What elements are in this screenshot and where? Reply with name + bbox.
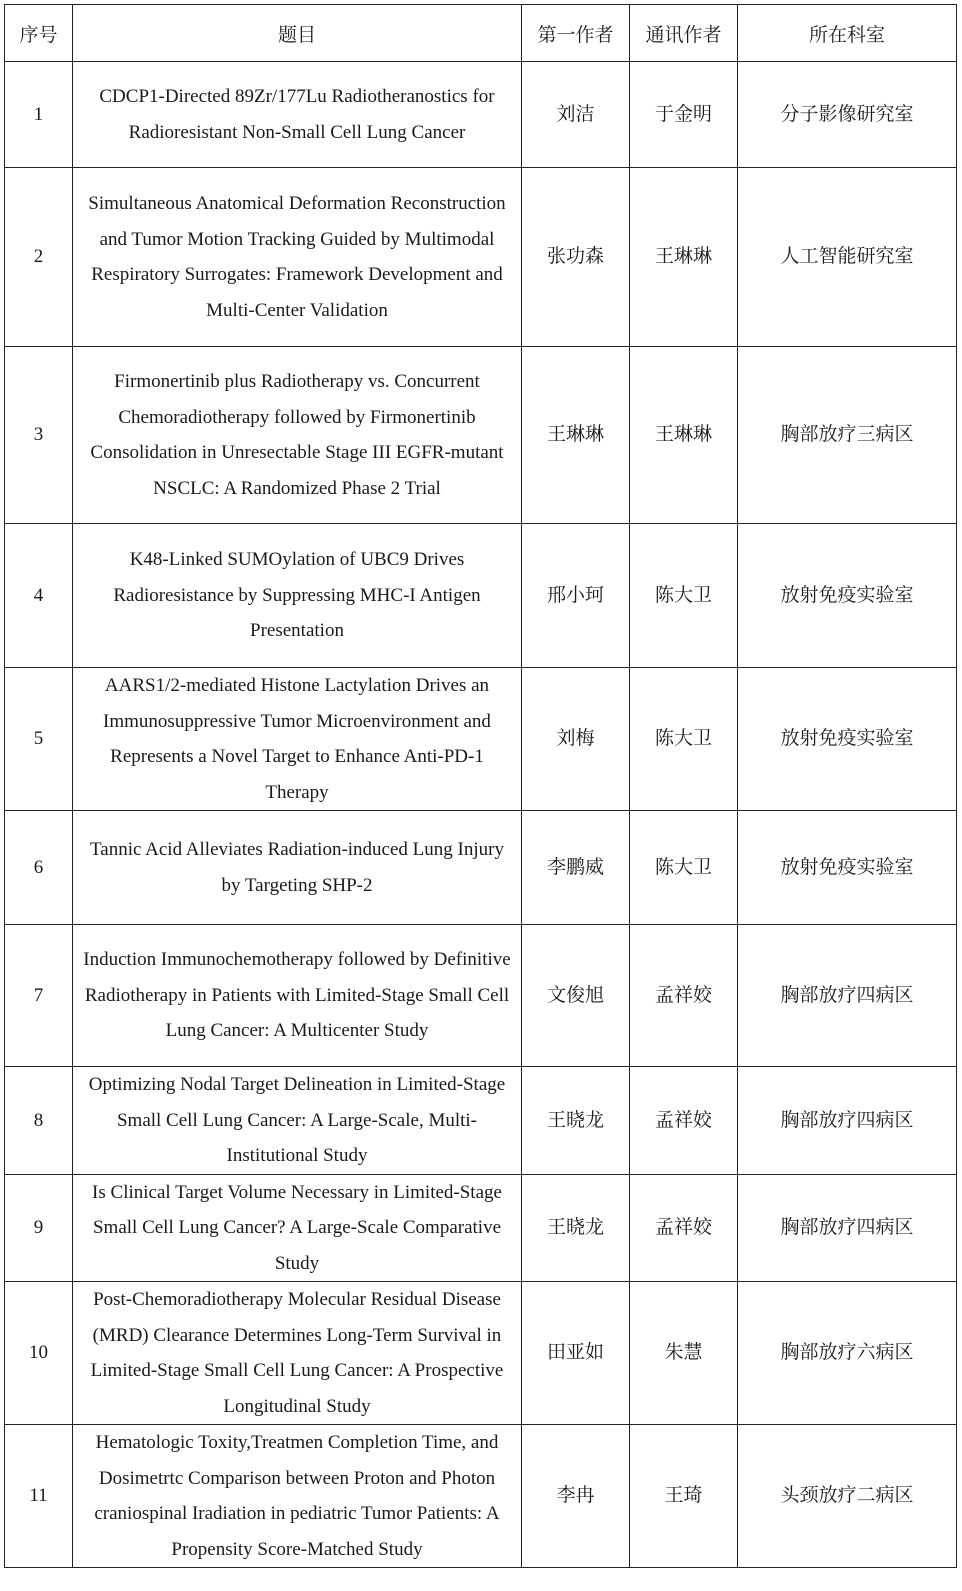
header-first-author: 第一作者 — [522, 5, 630, 62]
row-department: 头颈放疗二病区 — [738, 1425, 957, 1568]
row-first-author: 王琳琳 — [522, 347, 630, 524]
row-corresponding-author: 陈大卫 — [630, 668, 738, 811]
row-title: Induction Immunochemotherapy followed by Definitive Radiotherapy in Patients with Limited-Stage Small Cell Lung Cancer: A Multicenter Study — [73, 925, 522, 1067]
row-title: Tannic Acid Alleviates Radiation-induced Lung Injury by Targeting SHP-2 — [73, 811, 522, 925]
table-row — [5, 1174, 957, 1282]
row-index: 3 — [5, 347, 73, 524]
row-title: AARS1/2-mediated Histone Lactylation Drives an Immunosuppressive Tumor Microenvironment and Represents a Novel Target to Enhance Anti-PD-1 Therapy — [73, 668, 522, 811]
row-department: 分子影像研究室 — [738, 62, 957, 168]
row-title: CDCP1-Directed 89Zr/177Lu Radiotheranostics for Radioresistant Non-Small Cell Lung Cancer — [73, 62, 522, 168]
row-title: Simultaneous Anatomical Deformation Reconstruction and Tumor Motion Tracking Guided by Multimodal Respiratory Surrogates: Framework Development and Multi-Center Validation — [73, 168, 522, 347]
row-corresponding-author: 孟祥姣 — [630, 1067, 738, 1175]
row-title: Is Clinical Target Volume Necessary in Limited-Stage Small Cell Lung Cancer? A Large-Scale Comparative Study — [73, 1174, 522, 1282]
header-department: 所在科室 — [738, 5, 957, 62]
row-corresponding-author: 陈大卫 — [630, 524, 738, 668]
row-first-author: 张功森 — [522, 168, 630, 347]
table-header-row — [5, 5, 957, 62]
row-first-author: 刘洁 — [522, 62, 630, 168]
row-corresponding-author: 王琳琳 — [630, 347, 738, 524]
row-department: 放射免疫实验室 — [738, 811, 957, 925]
row-first-author: 李鹏威 — [522, 811, 630, 925]
row-index: 1 — [5, 62, 73, 168]
row-department: 胸部放疗四病区 — [738, 1174, 957, 1282]
header-index: 序号 — [5, 5, 73, 62]
row-first-author: 田亚如 — [522, 1282, 630, 1425]
row-first-author: 李冉 — [522, 1425, 630, 1568]
row-corresponding-author: 孟祥姣 — [630, 925, 738, 1067]
row-index: 7 — [5, 925, 73, 1067]
row-index: 8 — [5, 1067, 73, 1175]
row-title: Post-Chemoradiotherapy Molecular Residual Disease (MRD) Clearance Determines Long-Term Survival in Limited-Stage Small Cell Lung Cancer: A Prospective Longitudinal Study — [73, 1282, 522, 1425]
table-row — [5, 524, 957, 668]
table-row — [5, 811, 957, 925]
row-index: 9 — [5, 1174, 73, 1282]
table-row — [5, 168, 957, 347]
row-first-author: 邢小珂 — [522, 524, 630, 668]
row-corresponding-author: 孟祥姣 — [630, 1174, 738, 1282]
table-row — [5, 668, 957, 811]
table-row — [5, 347, 957, 524]
row-department: 人工智能研究室 — [738, 168, 957, 347]
row-first-author: 王晓龙 — [522, 1174, 630, 1282]
row-corresponding-author: 王琳琳 — [630, 168, 738, 347]
row-department: 放射免疫实验室 — [738, 524, 957, 668]
table-row — [5, 1282, 957, 1425]
row-corresponding-author: 陈大卫 — [630, 811, 738, 925]
row-title: Firmonertinib plus Radiotherapy vs. Concurrent Chemoradiotherapy followed by Firmonertinib Consolidation in Unresectable Stage III EGFR-mutant NSCLC: A Randomized Phase 2 Trial — [73, 347, 522, 524]
row-title: K48-Linked SUMOylation of UBC9 Drives Radioresistance by Suppressing MHC-I Antigen Presentation — [73, 524, 522, 668]
row-first-author: 文俊旭 — [522, 925, 630, 1067]
row-index: 11 — [5, 1425, 73, 1568]
table-row — [5, 1425, 957, 1568]
header-corresponding-author: 通讯作者 — [630, 5, 738, 62]
row-department: 胸部放疗四病区 — [738, 1067, 957, 1175]
row-department: 放射免疫实验室 — [738, 668, 957, 811]
row-title: Hematologic Toxity,Treatmen Completion Time, and Dosimetrtc Comparison between Proton and Photon craniospinal Iradiation in pediatric Tumor Patients: A Propensity Score-Matched Study — [73, 1425, 522, 1568]
row-department: 胸部放疗三病区 — [738, 347, 957, 524]
table-row — [5, 62, 957, 168]
row-corresponding-author: 于金明 — [630, 62, 738, 168]
row-first-author: 王晓龙 — [522, 1067, 630, 1175]
row-index: 5 — [5, 668, 73, 811]
table-row — [5, 925, 957, 1067]
row-index: 10 — [5, 1282, 73, 1425]
header-title: 题目 — [73, 5, 522, 62]
publication-table — [4, 4, 957, 1568]
row-department: 胸部放疗四病区 — [738, 925, 957, 1067]
row-corresponding-author: 朱慧 — [630, 1282, 738, 1425]
row-department: 胸部放疗六病区 — [738, 1282, 957, 1425]
row-corresponding-author: 王琦 — [630, 1425, 738, 1568]
row-index: 4 — [5, 524, 73, 668]
row-index: 2 — [5, 168, 73, 347]
row-index: 6 — [5, 811, 73, 925]
row-first-author: 刘梅 — [522, 668, 630, 811]
row-title: Optimizing Nodal Target Delineation in Limited-Stage Small Cell Lung Cancer: A Large-Scale, Multi-Institutional Study — [73, 1067, 522, 1175]
table-row — [5, 1067, 957, 1175]
